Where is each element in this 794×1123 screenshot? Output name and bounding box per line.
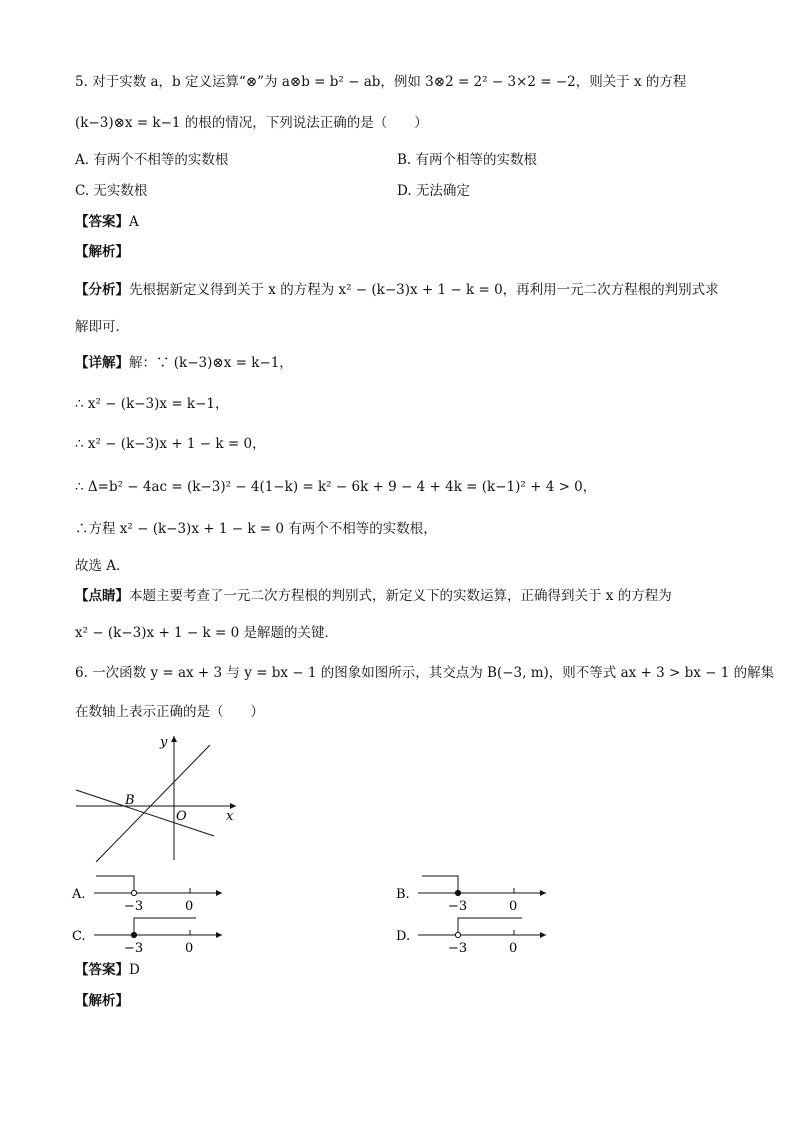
q5-step-3: ∴ Δ=b² − 4ac = (k−3)² − 4(1−k) = k² − 6k + 9 − 4 + 4k = (k−1)² + 4 > 0， (75, 479, 597, 495)
open-point (131, 890, 136, 895)
y-axis-label: y (160, 735, 168, 750)
q6-option-d-numberline (394, 914, 554, 956)
point-b-label: B (125, 793, 135, 808)
q6-option-a-numberline (70, 872, 230, 914)
tick-label-0: 0 (185, 899, 194, 914)
detail-tag: 【详解】 (75, 355, 129, 371)
fenxi-text: 先根据新定义得到关于 x 的方程为 x² − (k−3)x + 1 − k = 0，再利用一元二次方程根的判别式求 (129, 282, 719, 298)
tick-label-0: 0 (185, 941, 194, 956)
q5-step-1: ∴ x² − (k−3)x = k−1， (75, 396, 229, 412)
q5-analysis-tag: 【解析】 (75, 244, 129, 260)
tick-label-0: 0 (509, 941, 518, 956)
q5-stem-line2: (k−3)⊗x = k−1 的根的情况，下列说法正确的是（ ） (75, 115, 428, 131)
solution-ray (134, 918, 196, 935)
q5-option-a: A. 有两个不相等的实数根 (75, 152, 229, 168)
dianjing-tag: 【点睛】 (75, 588, 129, 604)
answer-tag: 【答案】 (75, 962, 129, 978)
q5-dianjing-line1 (75, 586, 672, 606)
option-letter: C. (72, 929, 86, 944)
q6-stem-line2: 在数轴上表示正确的是（ ） (75, 704, 264, 720)
q5-step-5: 故选 A． (75, 558, 130, 574)
q6-option-b-numberline (394, 872, 554, 914)
tick-label-minus3: −3 (448, 941, 468, 956)
q6-analysis-tag: 【解析】 (75, 993, 129, 1009)
q6-option-c-numberline (70, 914, 230, 956)
q5-detail-line1 (75, 353, 293, 373)
q5-step-2: ∴ x² − (k−3)x + 1 − k = 0， (75, 436, 266, 452)
q5-option-c: C. 无实数根 (75, 183, 148, 199)
closed-point (455, 890, 460, 895)
fenxi-tag: 【分析】 (75, 282, 129, 298)
tick-label-minus3: −3 (448, 899, 468, 914)
closed-point (131, 932, 136, 937)
tick-label-0: 0 (509, 899, 518, 914)
q6-answer (75, 960, 140, 980)
tick-label-minus3: −3 (124, 941, 144, 956)
q5-stem-line1: 5. 对于实数 a，b 定义运算“⊗”为 a⊗b = b² − ab，例如 3⊗2 = 2² − 3×2 = −2，则关于 x 的方程 (75, 74, 687, 90)
line-y-bx-minus-1 (76, 790, 214, 836)
q5-answer (75, 212, 139, 232)
option-letter: A. (72, 887, 86, 902)
open-point (455, 932, 460, 937)
q6-stem-line1: 6. 一次函数 y = ax + 3 与 y = bx − 1 的图象如图所示，其交点为 B(−3, m)，则不等式 ax + 3 > bx − 1 的解集 (75, 665, 775, 681)
q5-option-b: B. 有两个相等的实数根 (397, 152, 538, 168)
q6-function-graph (70, 730, 250, 865)
solution-ray (458, 918, 522, 935)
dianjing-text: 本题主要考查了一元二次方程根的判别式，新定义下的实数运算，正确得到关于 x 的方程为 (129, 588, 672, 604)
tick-label-minus3: −3 (124, 899, 144, 914)
answer-value: A (129, 214, 139, 230)
solution-ray (96, 876, 134, 893)
q5-fenxi-line1 (75, 280, 719, 300)
q5-option-d: D. 无法确定 (397, 183, 470, 199)
option-letter: B. (396, 887, 410, 902)
detail-text: 解：∵ (k−3)⊗x = k−1， (129, 355, 293, 371)
line-y-ax-plus-3 (96, 745, 210, 862)
answer-tag: 【答案】 (75, 214, 129, 230)
q5-dianjing-line2: x² − (k−3)x + 1 − k = 0 是解题的关键． (75, 625, 338, 641)
x-axis-label: x (226, 809, 234, 824)
q5-step-4: ∴方程 x² − (k−3)x + 1 − k = 0 有两个不相等的实数根， (75, 521, 437, 537)
solution-ray (422, 876, 458, 893)
q5-fenxi-line2: 解即可． (75, 319, 129, 335)
answer-value: D (129, 962, 140, 978)
option-letter: D. (396, 929, 411, 944)
origin-label: O (176, 809, 187, 824)
